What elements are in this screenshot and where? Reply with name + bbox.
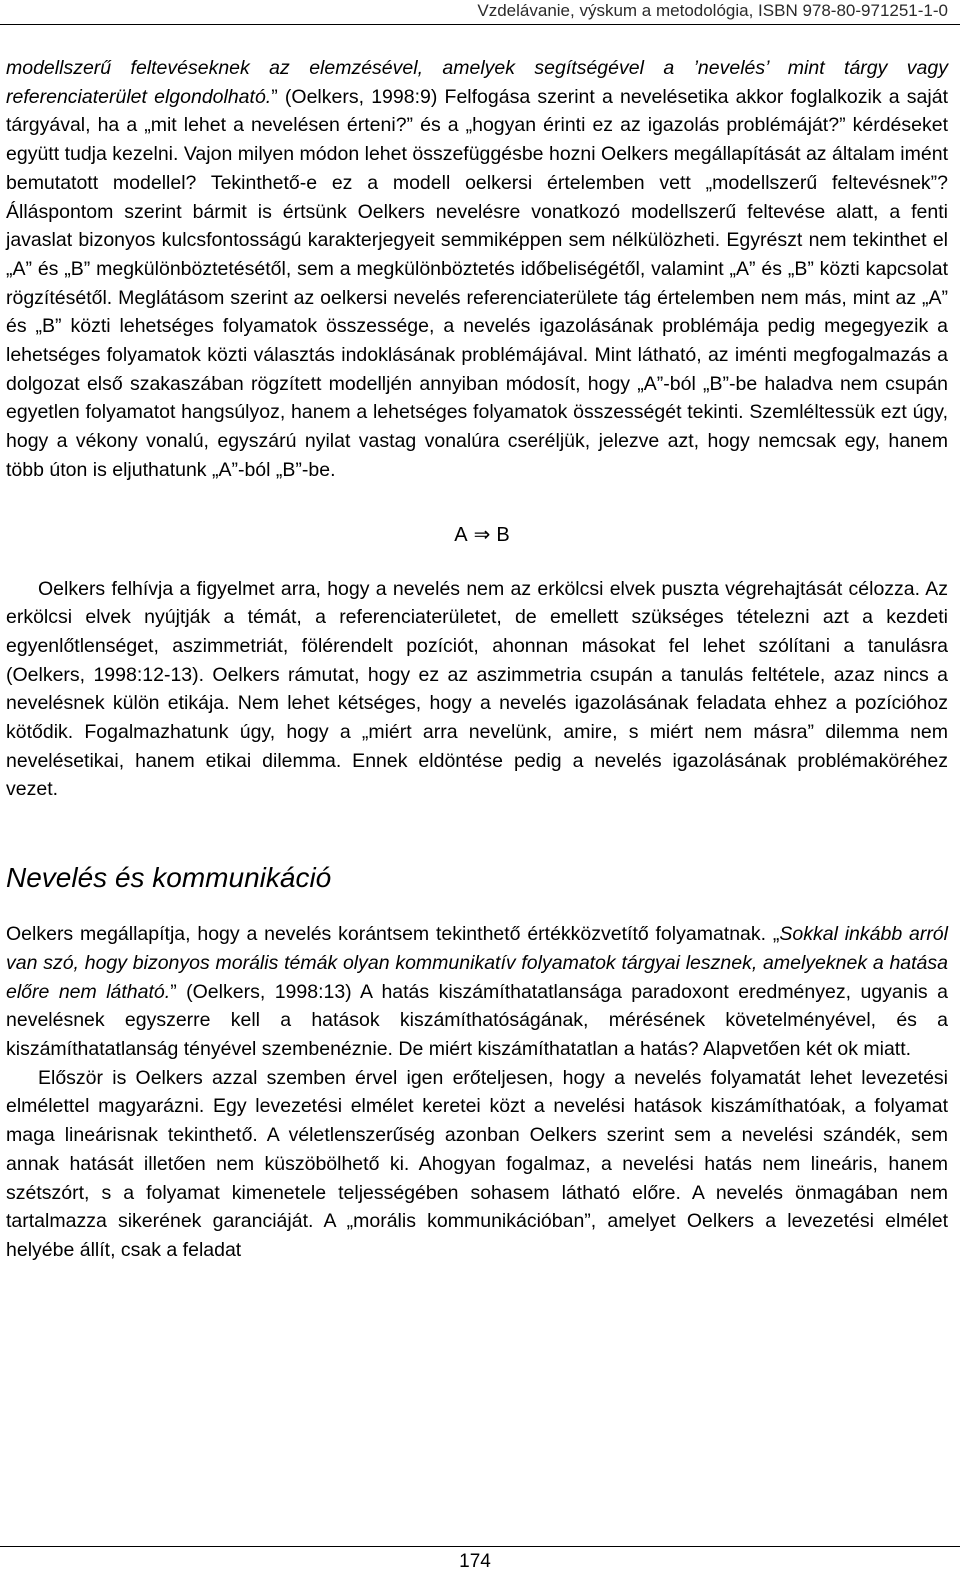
italic-quote-lead: modellszerű feltevéseknek az elemzésével, amelyek segítségével a ’nevelés’ mint tárgy vagy referenciaterület elgondolható. [6, 57, 948, 108]
header-divider [0, 24, 960, 25]
implication-formula [6, 521, 948, 549]
paragraph-asymmetry: Oelkers felhívja a figyelmet arra, hogy a nevelés nem az erkölcsi elvek puszta végrehajtását célozza. Az erkölcsi elvek nyújtják a témát, a referenciaterületet, de emellett szükséges tételezni azt a kezdeti egyenlőtlenséget, aszimmetriát, fölérendelt pozíciót, ahonnan másokat fel lehet szólítani a tanulásra (Oelkers, 1998:12-13). Oelkers rámutat, hogy ez az aszimmetria csupán a tanulás feltétele, azaz nincs a nevelésnek külön etikája. Nem lehet kétséges, hogy a nevelés igazolásának feladata ehhez a pozícióhoz kötődik. Fogalmazhatunk úgy, hogy a „miért arra nevelünk, amire, s miért nem másra” dilemma nem nevelésetikai, hanem etikai dilemma. Ennek eldöntése pedig a nevelés igazolásának problémaköréhez vezet. [6, 577, 948, 801]
italic-quote: Sokkal inkább arról van szó, hogy bizonyos morális témák olyan kommunikatív folyamatok tárgyai lesznek, amelyeknek a hatása előre nem látható. [6, 923, 948, 1003]
paragraph-continuation [6, 54, 948, 485]
paragraph-communication [6, 920, 948, 1064]
double-arrow-icon: ⇒ [473, 523, 491, 546]
section-heading: Nevelés és kommunikáció [6, 862, 332, 894]
running-header-title: Vzdelávanie, výskum a metodológia, ISBN 978-80-971251-1-0 [477, 1, 948, 20]
footer-divider [0, 1546, 960, 1547]
formula-left: A [454, 523, 468, 546]
paragraph-text: Oelkers megállapítja, hogy a nevelés korántsem tekinthető értékközvetítő folyamatnak. „ [6, 923, 780, 946]
paragraph-derivation-theory: Először is Oelkers azzal szemben érvel igen erőteljesen, hogy a nevelés folyamatát lehet levezetési elmélettel magyarázni. Egy levezetési elmélet keretei közt a nevelési hatások kiszámíthatóak, a folyamat maga lineárisnak tekinthető. A véletlenszerűség azonban Oelkers szerint sem a nevelési szándék, sem annak hatását illetően nem küszöbölhető ki. Ahogyan fogalmaz, a nevelési hatás nem lineáris, hanem szétszórt, s a folyamat kimenetele teljességében sohasem látható előre. A nevelés önmagában nem tartalmazza sikerének garanciáját. A „morális kommunikációban”, amelyet Oelkers a levezetési elmélet helyébe állít, csak a feladat [6, 1066, 948, 1261]
paragraph-text: ” (Oelkers, 1998:13) A hatás kiszámíthatatlansága paradoxont eredményez, ugyanis a nevelésnek egyszerre kell a hatások kiszámíthatóságának, mérésének követelményével, és a kiszámíthatatlanság tényével szembenéznie. De miért kiszámíthatatlan a hatás? Alapvetően két ok miatt. [6, 980, 948, 1060]
paragraph-text: ” (Oelkers, 1998:9) Felfogása szerint a nevelésetika akkor foglalkozik a saját tárgyával, ha a „mit lehet a nevelésen érteni?” és a „hogyan érinti ez az igazolás problémáját?” kérdéseket együtt tudja kezelni. Vajon milyen módon lehet összefüggésbe hozni Oelkers megállapítását az általam imént bemutatott modellel? Tekinthető-e ez a modell oelkersi értelemben vett „modellszerű feltevésnek”? Álláspontom szerint bármit is értsünk Oelkers nevelésre vonatkozó modellszerű feltevése alatt, a fenti javaslat bizonyos kulcsfontosságú karakterjegyeit semmiképpen sem nélkülözheti. Egyrészt nem tekinthet el „A” és „B” megkülönböztetésétől, sem a megkülönböztetés időbeliségétől, valamint „A” és „B” közti kapcsolat rögzítésétől. Meglátásom szerint az oelkersi nevelés referenciaterülete tág értelemben nem más, mint az „A” és „B” közti lehetséges folyamatok összessége, a nevelés igazolásának problémája pedig megegyezik a lehetséges folyamatok közti választás indoklásának problémájával. Mint látható, az iménti megfogalmazás a dolgozat első szakaszában rögzített modelljén annyiban módosít, hogy „A”-ból „B”-be haladva nem csupán egyetlen folyamatot hangsúlyoz, hanem a lehetséges folyamatok összességét tekinti. Szemléltessük ezt úgy, hogy a vékony vonalú, egyszárú nyilat vastag vonalúra cseréljük, jelezve azt, hogy nemcsak egy, hanem több úton is eljuthatunk „A”-ból „B”-be. [6, 85, 948, 481]
page-number: 174 [459, 1551, 491, 1572]
page-body [6, 54, 948, 1265]
formula-right: B [496, 523, 510, 546]
